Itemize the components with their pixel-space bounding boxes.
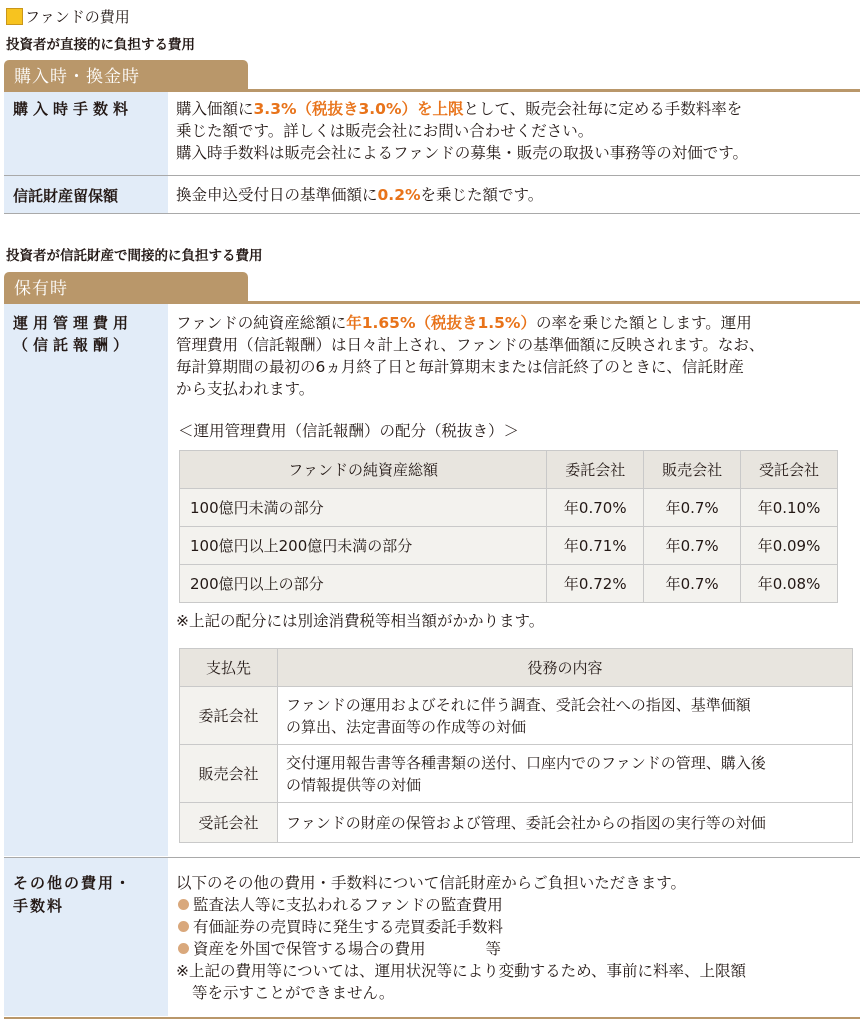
reserve-highlight: 0.2% [377,186,421,204]
text-line: から支払われます。 [176,380,315,398]
direct-cost-heading: 投資者が直接的に負担する費用 [6,37,195,53]
table-cell: 年0.09% [741,527,838,565]
text-line: の算出、法定書面等の作成等の対価 [286,717,527,736]
square-bullet-icon [6,8,23,25]
page-title [6,4,130,28]
table-cell: 年0.7% [644,489,741,527]
text-span: ファンドの純資産総額に [176,314,347,332]
bullet-dot-icon [178,921,189,932]
indirect-cost-heading: 投資者が信託財産で間接的に負担する費用 [6,248,263,264]
table-cell: 年0.08% [741,565,838,603]
table-header-cell: ファンドの純資産総額 [180,451,547,489]
text-line: 購入時手数料は販売会社によるファンドの募集・販売の取扱い事務等の対価です。 [176,144,748,162]
other-fee-label-line2: 手数料 [13,897,65,915]
management-fee-label [4,304,168,856]
table-cell: 100億円以上200億円未満の部分 [180,527,547,565]
allocation-caption: ＜運用管理費用（信託報酬）の配分（税抜き）＞ [178,422,520,440]
text-span: 換金申込受付日の基準価額に [176,186,378,204]
table-row [180,745,853,803]
table-cell: 200億円以上の部分 [180,565,547,603]
table-cell: 年0.10% [741,489,838,527]
text-line: 交付運用報告書等各種書類の送付、口座内でのファンドの管理、購入後 [286,753,766,772]
table-header-cell: 受託会社 [741,451,838,489]
row-divider [4,213,860,214]
section-tab-purchase-redemption: 購入時・換金時 [4,60,248,89]
text-line: 乗じた額です。詳しくは販売会社にお問い合わせください。 [176,122,594,140]
text-line: ファンドの運用およびそれに伴う調査、受託会社への指図、基準価額 [286,695,751,714]
reserve-text [176,184,856,206]
service-table [179,648,853,843]
text-line: 毎計算期間の最初の6ヵ月終了日と毎計算期末または信託終了のときに、信託財産 [176,358,744,376]
table-cell: ファンドの財産の保管および管理、委託会社からの指図の実行等の対価 [278,803,853,843]
purchase-fee-highlight: 3.3%（税抜き3.0%）を上限 [253,100,464,118]
table-cell: 販売会社 [180,745,278,803]
table-cell [278,687,853,745]
other-fee-row [4,858,860,1016]
reserve-row [4,176,860,213]
table-row [180,803,853,843]
table-header-cell: 支払先 [180,649,278,687]
table-row [180,565,838,603]
purchase-fee-label: 購入時手数料 [4,92,168,175]
purchase-fee-row [4,92,860,175]
text-span: として、販売会社毎に定める手数料率を [463,100,743,118]
text-span: 監査法人等に支払われるファンドの監査費用 [193,896,503,914]
table-cell: 年0.7% [644,565,741,603]
text-span: 資産を外国で保管する場合の費用 [193,940,426,958]
table-row [180,527,838,565]
text-span: の率を乗じた額とします。運用 [535,314,752,332]
table-header-row [180,451,838,489]
other-fee-label-line1: その他の費用・ [13,874,133,892]
other-fee-label [4,858,168,1016]
management-fee-highlight: 年1.65%（税抜き1.5%） [346,314,536,332]
table-cell: 年0.72% [547,565,644,603]
table-cell [278,745,853,803]
table-row [180,489,838,527]
table-header-cell: 委託会社 [547,451,644,489]
table-cell: 100億円未満の部分 [180,489,547,527]
management-fee-text [176,312,856,442]
table-cell: 委託会社 [180,687,278,745]
text-line: 管理費用（信託報酬）は日々計上され、ファンドの基準価額に反映されます。なお、 [176,336,765,354]
management-fee-label-line1: 運用管理費用 [13,314,134,332]
allocation-note: ※上記の配分には別途消費税等相当額がかかります。 [176,612,545,630]
table-cell: 年0.71% [547,527,644,565]
table-cell: 受託会社 [180,803,278,843]
text-line: 以下のその他の費用・手数料について信託財産からご負担いただきます。 [176,874,686,892]
management-fee-label-line2: （信託報酬） [13,336,134,354]
table-cell: 年0.70% [547,489,644,527]
reserve-label: 信託財産留保額 [4,176,168,213]
list-item [176,916,856,938]
table-row [180,687,853,745]
table-header-cell: 役務の内容 [278,649,853,687]
table-header-cell: 販売会社 [644,451,741,489]
allocation-table [179,450,838,603]
text-line: の情報提供等の対価 [286,775,422,794]
text-line: 等を示すことができません。 [192,984,395,1002]
other-fee-text [176,872,856,1004]
text-span: 等 [485,940,502,958]
row-divider [4,1017,860,1019]
page-title-text: ファンドの費用 [25,7,130,26]
text-span: 購入価額に [176,100,254,118]
text-span: 有価証券の売買時に発生する売買委託手数料 [193,918,504,936]
bullet-dot-icon [178,943,189,954]
text-line: ※上記の費用等については、運用状況等により変動するため、事前に料率、上限額 [176,962,747,980]
bullet-dot-icon [178,899,189,910]
list-item [176,938,856,960]
table-cell: 年0.7% [644,527,741,565]
section-tab-holding: 保有時 [4,272,248,301]
table-header-row [180,649,853,687]
list-item [176,894,856,916]
purchase-fee-text [176,98,856,164]
text-span: を乗じた額です。 [420,186,544,204]
